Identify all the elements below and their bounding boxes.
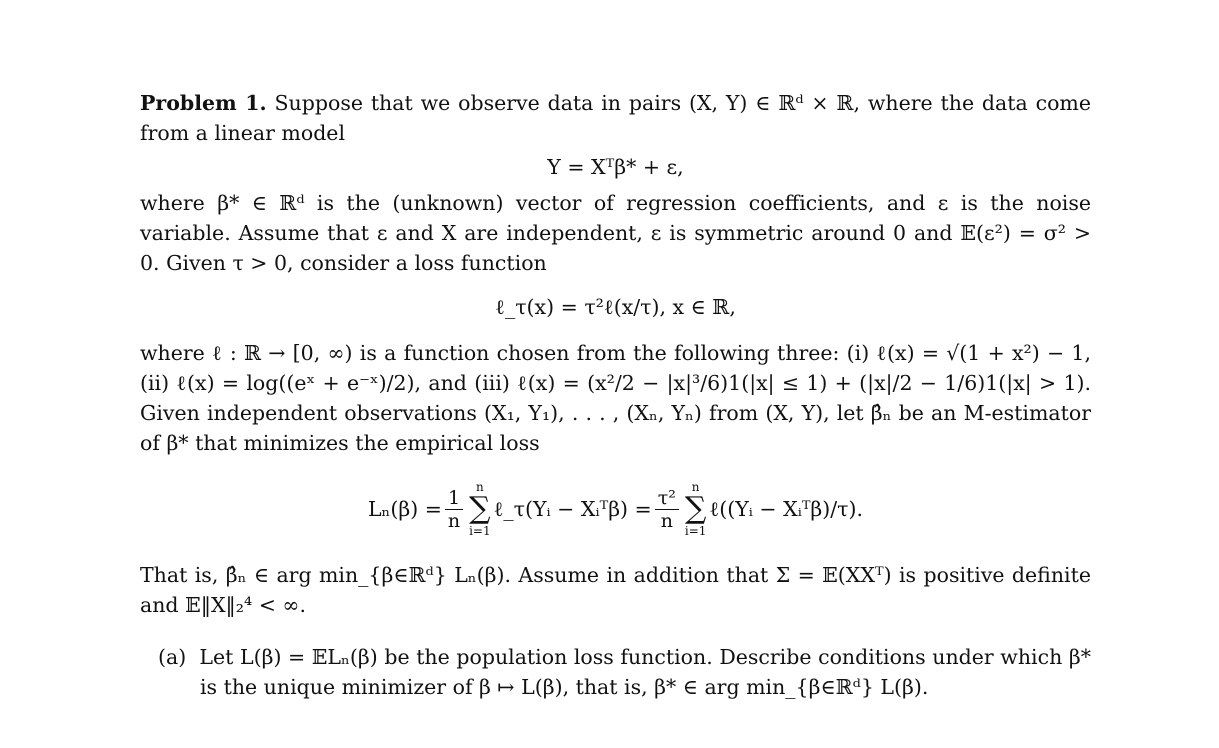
frac-denominator: n bbox=[447, 509, 461, 532]
frac2-denominator: n bbox=[660, 509, 673, 532]
sum2-upper: n bbox=[691, 480, 700, 494]
summation-2 bbox=[685, 480, 707, 538]
part-a-label: (a) bbox=[158, 645, 187, 669]
fraction-one-over-n bbox=[445, 487, 463, 532]
part-a bbox=[158, 642, 1091, 702]
summation-1 bbox=[469, 480, 491, 538]
part-a-text: Let L(β) = 𝔼Lₙ(β) be the population loss function. Describe conditions under which β* is the unique minimizer of β ↦ L(β), that is, β* ∈ arg min_{β∈ℝᵈ} L(β). bbox=[199, 645, 1091, 699]
paragraph-assumptions: where β* ∈ ℝᵈ is the (unknown) vector of regression coefficients, and ε is the noise variable. Assume that ε and X are independent, ε is symmetric around 0 and 𝔼(ε²) = σ² > 0. Given τ > 0, consider a loss function bbox=[140, 191, 1091, 275]
emp-loss-rhs: ℓ((Yᵢ − Xᵢᵀβ)/τ). bbox=[709, 497, 864, 521]
empirical-loss-equation bbox=[140, 480, 1091, 538]
sigma-symbol-2: ∑ bbox=[684, 491, 707, 526]
paragraph-estimator: That is, β̂ₙ ∈ arg min_{β∈ℝᵈ} Lₙ(β). Assume in addition that Σ = 𝔼(XXᵀ) is positive definite and 𝔼‖X‖₂⁴ < ∞. bbox=[140, 563, 1091, 617]
problem-heading: Problem 1. bbox=[140, 91, 267, 115]
sum-lower: i=1 bbox=[469, 524, 491, 538]
fraction-tau-sq-over-n bbox=[655, 487, 679, 532]
problem-intro bbox=[140, 88, 1091, 148]
emp-loss-middle: ℓ_τ(Yᵢ − Xᵢᵀβ) = bbox=[493, 497, 652, 521]
model-equation: Y = Xᵀβ* + ε, bbox=[547, 155, 684, 179]
sum-upper: n bbox=[475, 480, 484, 494]
sigma-symbol: ∑ bbox=[469, 491, 491, 526]
frac-numerator: 1 bbox=[445, 487, 463, 510]
sum2-lower: i=1 bbox=[684, 524, 707, 538]
emp-loss-lhs: Lₙ(β) = bbox=[367, 497, 442, 521]
frac2-numerator: τ² bbox=[655, 487, 679, 510]
paragraph-loss-choices: where ℓ : ℝ → [0, ∞) is a function chosen from the following three: (i) ℓ(x) = √(1 + x²) − 1, (ii) ℓ(x) = log((eˣ + e⁻ˣ)/2), and (iii) ℓ(x) = (x²/2 − |x|³/6)1(|x| ≤ 1) + (|x|/2 − 1/6)1(|x| > 1). Given independent observations (X₁, Y₁), . . . , (Xₙ, Yₙ) from (X, Y), let β̂ₙ be an M-estimator of β* that minimizes the empirical loss bbox=[140, 341, 1091, 455]
intro-text: Suppose that we observe data in pairs (X, Y) ∈ ℝᵈ × ℝ, where the data come from a linear model bbox=[140, 91, 1091, 145]
loss-function-equation: ℓ_τ(x) = τ²ℓ(x/τ), x ∈ ℝ, bbox=[495, 295, 736, 319]
